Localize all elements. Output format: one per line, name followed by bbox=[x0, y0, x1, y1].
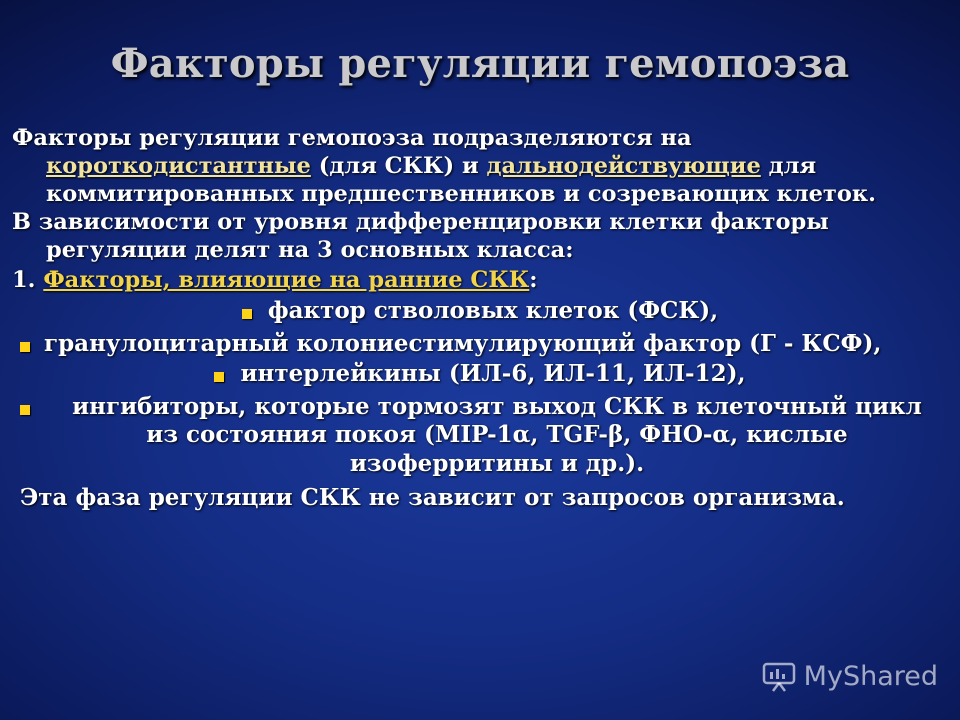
bullet-item bbox=[12, 360, 948, 389]
bullet-item bbox=[12, 297, 948, 326]
square-bullet-icon bbox=[20, 405, 30, 415]
term-short-range: короткодистантные bbox=[46, 152, 311, 179]
final-statement: Эта фаза регуляции СКК не зависит от запросов организма. bbox=[20, 484, 845, 512]
bullet-text: фактор стволовых клеток (ФСК), bbox=[267, 297, 719, 325]
presentation-screen-icon bbox=[762, 662, 796, 692]
bullet-item bbox=[12, 393, 948, 479]
paragraph-text: для коммитированных предшественников и созревающих клеток. bbox=[46, 152, 876, 207]
paragraph-classes: В зависимости от уровня дифференцировки клетки факторы регуляции делят на 3 основных класса: bbox=[12, 208, 829, 263]
class-1-link[interactable]: Факторы, влияющие на ранние СКК bbox=[43, 267, 530, 294]
paragraph-factor-types bbox=[12, 125, 948, 209]
slide-title: Факторы регуляции гемопоэза bbox=[110, 40, 850, 87]
term-long-range: дальнодействующие bbox=[486, 152, 761, 179]
slide-content bbox=[12, 125, 948, 513]
square-bullet-icon bbox=[20, 342, 30, 352]
class-colon: : bbox=[529, 267, 538, 294]
bullet-text: ингибиторы, которые тормозят выход СКК в клеточный цикл из состояния покоя (MIP-1α, TGF-β, ФНО-α, кислые изоферритины и др.). bbox=[72, 392, 922, 477]
bullet-text: гранулоцитарный колониестимулирующий фактор (Г - КСФ), bbox=[44, 329, 882, 357]
watermark bbox=[762, 661, 938, 692]
class-number: 1. bbox=[12, 267, 44, 294]
bullet-item bbox=[12, 330, 948, 359]
watermark-text: MyShared bbox=[803, 661, 938, 692]
paragraph-text: Факторы регуляции гемопоэза подразделяются на bbox=[12, 125, 692, 151]
paragraph-text: (для СКК) и bbox=[310, 152, 487, 179]
bullet-text: интерлейкины (ИЛ-6, ИЛ-11, ИЛ-12), bbox=[240, 360, 746, 388]
square-bullet-icon bbox=[242, 309, 252, 319]
square-bullet-icon bbox=[214, 372, 224, 382]
class-1-heading bbox=[12, 267, 948, 295]
